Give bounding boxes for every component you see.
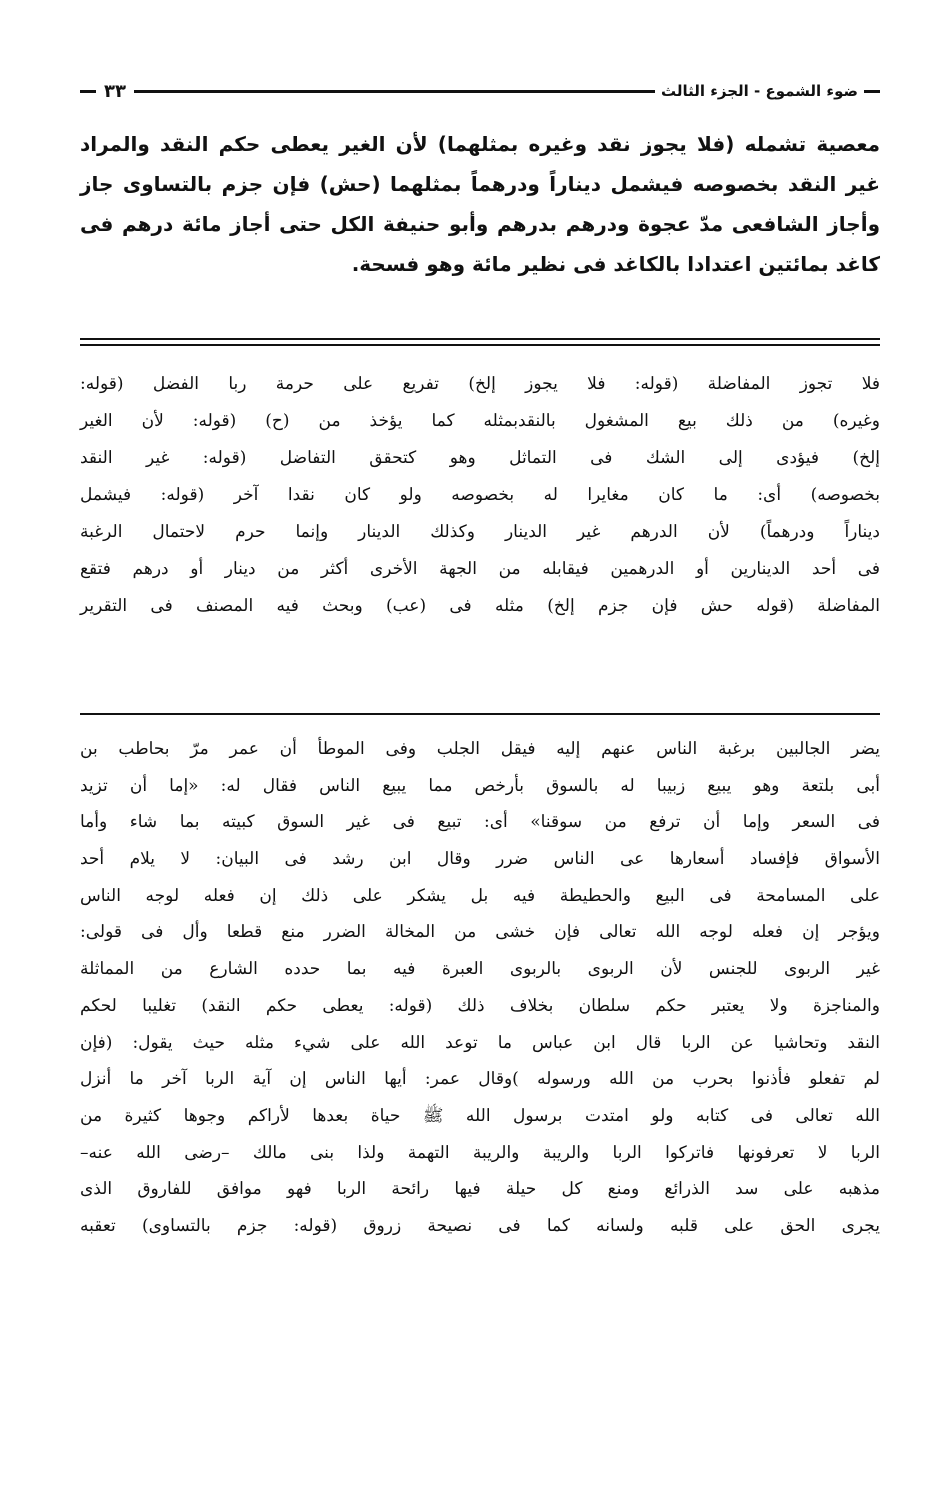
footnote-line: الله تعالى فى كتابه ولو امتدت برسول الله ﷺ حياة بعدها لأراكم وجوها كثيرة من [80, 1105, 880, 1126]
header-rule [134, 90, 655, 93]
main-line: معصية تشمله (فلا يجوز نقد وغيره بمثلهما) لأن الغير يعطى حكم النقد والمراد [80, 132, 880, 156]
footnote-line: الأسواق فإفساد أسعارها عى الناس ضرر وقال ابن رشد فى البيان: لا يلام أحد [80, 849, 880, 870]
commentary-text [80, 366, 880, 625]
commentary-line: بخصوصه) أى: ما كان مغايرا له بخصوصه ولو كان نقدا آخر (قوله: فيشمل [80, 485, 880, 505]
main-line: غير النقد بخصوصه فيشمل ديناراً ودرهماً بمثلهما (حش) فإن جزم بالتساوى جاز [80, 172, 880, 196]
footnote-line: فى السعر وإما أن ترفع من سوقنا» أى: تبيع فى غير السوق كبيته بما شاء وأما [80, 812, 880, 833]
footnote-line: يجرى الحق على قلبه ولسانه كما فى نصيحة زروق (قوله: جزم بالتساوى) تعقبه [80, 1215, 880, 1236]
footnote-line: مذهبه على سد الذرائع ومنع كل حيلة فيها رائحة الربا فهو موافق للفاروق الذى [80, 1179, 880, 1200]
commentary-line: إلخ) فيؤدى إلى الشك فى التماثل وهو كتحقق التفاضل (قوله: غير النقد [80, 448, 880, 468]
footnote-line: والمناجزة ولا يعتبر حكم سلطان بخلاف ذلك (قوله: يعطى حكم النقد) تغليبا لحكم [80, 995, 880, 1016]
footnote-divider [80, 713, 880, 715]
page-number: ٣٣ [104, 80, 126, 102]
main-line: كاغد بمائتين اعتدادا بالكاغد فى نظير مائة وهو فسحة. [351, 252, 880, 276]
footnote-line: أبى بلتعة وهو يبيع زبيبا له بالسوق بأرخص مما يبيع الناس فقال له: «إما أن تزيد [80, 775, 880, 796]
footnote-line: لم تفعلو فأذنوا بحرب من الله ورسوله )وقال عمر: أيها الناس إن آية الربا آخر ما أنزل [80, 1069, 880, 1090]
commentary-line: ديناراً ودرهماً) لأن الدرهم غير الدينار وكذلك الدينار وإنما حرم لاحتمال الرغبة [80, 522, 880, 542]
footnote-line: غير الربوى للجنس لأن الربوى بالربوى العبرة فيه بما حدده الشارع من المماثلة [80, 959, 880, 980]
commentary-line: فى أحد الدينارين أو الدرهمين فيقابله من الجهة الأخرى أكثر من دينار أو درهم فتقع [80, 559, 880, 579]
commentary-line: المفاضلة (قوله حش فإن جزم إلخ) مثله فى (عب) وبحث فيه المصنف فى التقرير [80, 596, 880, 616]
header-title: ضوء الشموع - الجزء الثالث [660, 82, 858, 100]
running-header [80, 78, 880, 104]
commentary-line: وغيره) من ذلك بيع المشغول بالنقدبمثله كما يؤخذ من (ح) (قوله: لأن الغير [80, 411, 880, 431]
footnote-line: على المسامحة فى البيع والحطيطة فيه بل يشكر على ذلك إن فعله لوجه الناس [80, 885, 880, 906]
double-divider [80, 338, 880, 346]
footnote-text [80, 731, 880, 1245]
footnote-line: ويؤجر إن فعله لوجه الله تعالى فإن خشى من المخالة الضرر منع قطعا وأل فى قولى: [80, 922, 880, 943]
header-dash [864, 90, 880, 93]
commentary-line: فلا تجوز المفاضلة (قوله: فلا يجوز إلخ) تفريع على حرمة ربا الفضل (قوله: [80, 374, 880, 394]
main-text [80, 124, 880, 284]
footnote-line: النقد وتحاشيا عن الربا قال ابن عباس ما توعد الله على شيء مثله حيث يقول: (فإن [80, 1032, 880, 1053]
header-dash [80, 90, 96, 93]
footnote-line: يضر الجالبين برغبة الناس عنهم إليه فيقل الجلب وفى الموطأ أن عمر مرّ بحاطب بن [80, 739, 880, 759]
footnote-line: الربا لا تعرفونها فاتركوا الربا والريبة والريبة التهمة ولذا بنى مالك –رضى الله عنه– [80, 1142, 880, 1163]
main-line: وأجاز الشافعى مدّ عجوة ودرهم بدرهم وأبو حنيفة الكل حتى أجاز مائة درهم فى [80, 212, 880, 236]
